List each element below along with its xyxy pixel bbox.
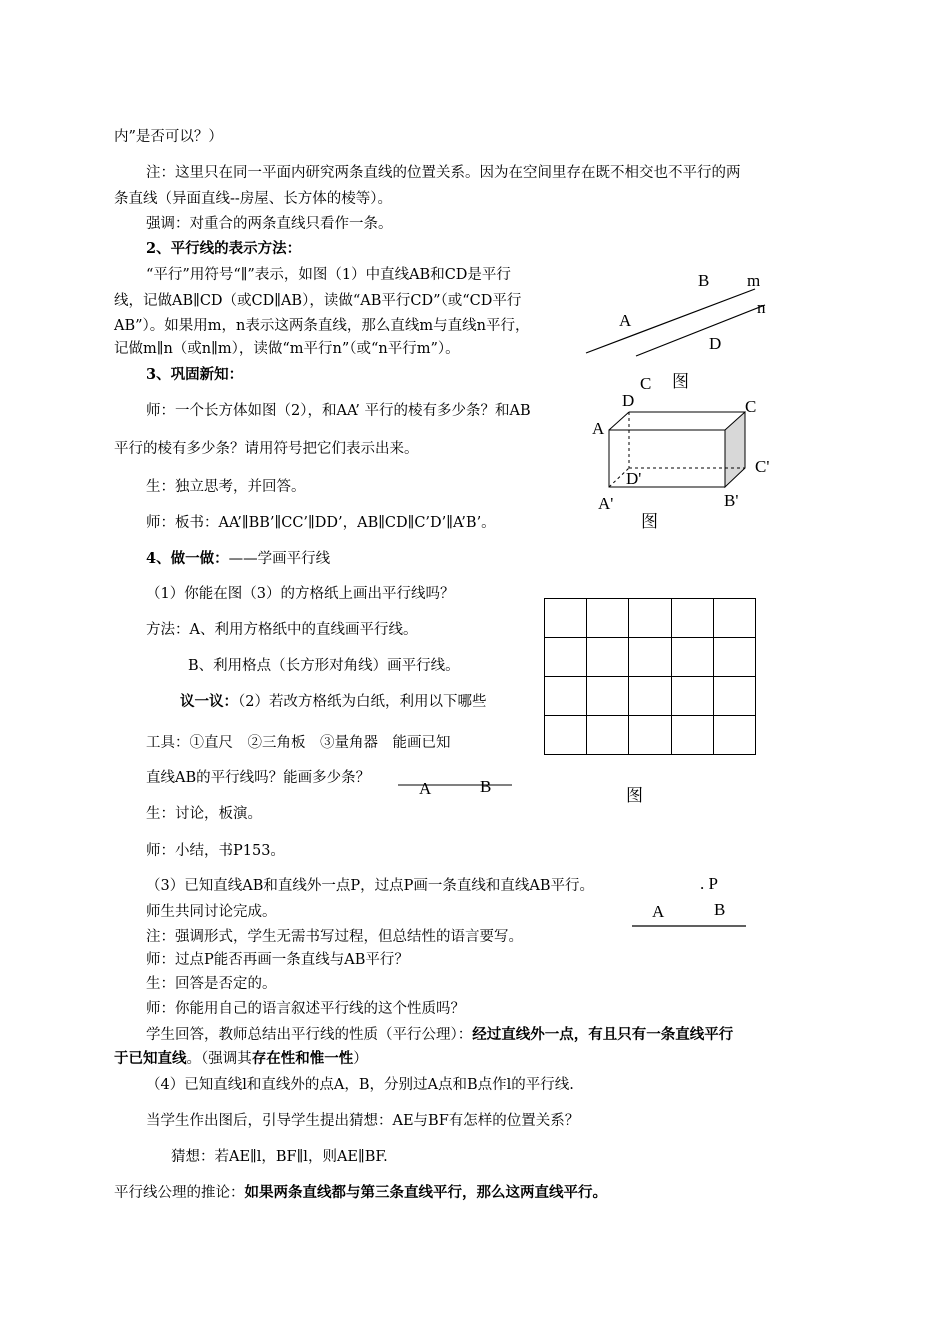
cuboid-side-face [725, 412, 745, 487]
label-a: A [619, 311, 632, 330]
text-line: “平行”用符号“∥”表示，如图（1）中直线AB和CD是平行 [146, 267, 511, 283]
label-m: m [747, 271, 761, 290]
label-a: A [592, 419, 605, 438]
label-b-prime: B' [724, 491, 739, 510]
text-line: 师：你能用自己的语言叙述平行线的这个性质吗？ [146, 1001, 465, 1017]
text-line: 师：过点P能否再画一条直线与AB平行？ [146, 952, 409, 968]
label-n: n [757, 298, 766, 317]
figure-caption: 图 [672, 372, 689, 391]
point-p: . P [700, 874, 718, 893]
text-line: 方法：A、利用方格纸中的直线画平行线。 [146, 622, 418, 638]
label-b: B [698, 271, 710, 290]
answer-text: 学生回答，教师总结出平行线的性质（平行公理）： [146, 1027, 473, 1043]
text-line: 猜想：若AE∥l，BF∥l，则AE∥BF. [171, 1149, 388, 1165]
corollary-text: 如果两条直线都与第三条直线平行，那么这两直线平行。 [244, 1184, 607, 1201]
label-d-prime: D' [626, 469, 642, 488]
text-line: 生：独立思考，并回答。 [146, 479, 306, 495]
corollary-label: 平行线公理的推论： [114, 1185, 245, 1201]
emphasis-text: 存在性和惟一性 [251, 1050, 354, 1067]
text-line: （3）已知直线AB和直线外一点P，过点P画一条直线和直线AB平行。 [146, 878, 594, 894]
text-line: AB”）。如果用m，n表示这两条直线，那么直线m与直线n平行， [114, 318, 530, 334]
label-d: D [709, 334, 722, 353]
text-line: 直线AB的平行线吗？能画多少条？ [146, 770, 371, 786]
figure-caption: 图 [626, 786, 643, 805]
discuss-text: （2）若改方格纸为白纸，利用以下哪些 [238, 694, 487, 710]
cuboid-top-left [609, 412, 629, 430]
label-c-prime: C' [755, 457, 770, 476]
text-line: B、利用格点（长方形对角线）画平行线。 [188, 658, 460, 674]
label-b: B [714, 900, 726, 919]
line-ab [586, 289, 755, 353]
text-line: 生：讨论，板演。 [146, 806, 262, 822]
text-line: （4）已知直线l和直线外的点A，B，分别过A点和B点作l的平行线. [146, 1077, 574, 1093]
section-heading: 2、平行线的表示方法： [146, 240, 302, 257]
text-line [114, 1184, 607, 1202]
text-line: 内”是否可以？） [114, 129, 223, 145]
text-line: 注：这里只在同一平面内研究两条直线的位置关系。因为在空间里存在既不相交也不平行的两 [146, 165, 741, 181]
text-line [114, 1050, 368, 1068]
text-line: 当学生作出图后，引导学生提出猜想：AE与BF有怎样的位置关系？ [146, 1113, 580, 1129]
emphasis-suffix: ） [353, 1051, 368, 1067]
text-line: 师：板书：AA’∥BB’∥CC’∥DD’，AB∥CD∥C’D’∥A’B’。 [146, 515, 496, 531]
parallel-lines-figure [580, 280, 780, 360]
text-line: 记做m∥n（或n∥m），读做“m平行n”（或“n平行m”）。 [114, 341, 460, 357]
line-ab-inline [398, 782, 514, 788]
text-line: 工具：①直尺 ②三角板 ③量角器 能画已知 [146, 735, 451, 751]
axiom-text-end: 于已知直线 [114, 1050, 187, 1067]
text-line: 师：小结，书P153。 [146, 843, 285, 859]
discuss-label: 议一议： [180, 693, 238, 710]
cuboid-figure [600, 405, 760, 495]
figure-caption: 图 [641, 512, 658, 531]
line-ab-figure [632, 924, 748, 928]
text-line: 强调：对重合的两条直线只看作一条。 [146, 216, 393, 232]
label-a: A [652, 902, 665, 921]
text-line: 注：强调形式，学生无需书写过程，但总结性的语言要写。 [146, 929, 523, 945]
label-a: A [419, 779, 432, 798]
text-line: 师生共同讨论完成。 [146, 904, 277, 920]
text-line: 线，记做AB∥CD（或CD∥AB），读做“AB平行CD”（或“CD平行 [114, 293, 522, 309]
emphasis-prefix: 。（强调其 [186, 1051, 252, 1067]
label-a-prime: A' [598, 494, 614, 513]
text-line [180, 693, 486, 711]
text-line [146, 1026, 733, 1044]
section-heading: 3、巩固新知： [146, 366, 244, 383]
text-line: （1）你能在图（3）的方格纸上画出平行线吗？ [146, 586, 455, 602]
line-cd [636, 305, 765, 356]
label-c: C [745, 397, 757, 416]
section-subtitle: ——学画平行线 [228, 551, 331, 567]
text-line: 师：一个长方体如图（2），和AA’ 平行的棱有多少条？和AB [146, 403, 531, 419]
text-line: 条直线（异面直线--房屋、长方体的棱等）。 [114, 191, 393, 207]
text-line: 平行的棱有多少条？请用符号把它们表示出来。 [114, 441, 419, 457]
text-line: 生：回答是否定的。 [146, 976, 277, 992]
section-heading-line [146, 550, 330, 568]
label-c: C [640, 374, 652, 393]
section-heading: 4、做一做： [146, 550, 229, 567]
label-d: D [622, 391, 635, 410]
label-b: B [480, 777, 492, 796]
grid-paper-figure [544, 598, 756, 755]
axiom-text: 经过直线外一点，有且只有一条直线平行 [472, 1026, 734, 1043]
